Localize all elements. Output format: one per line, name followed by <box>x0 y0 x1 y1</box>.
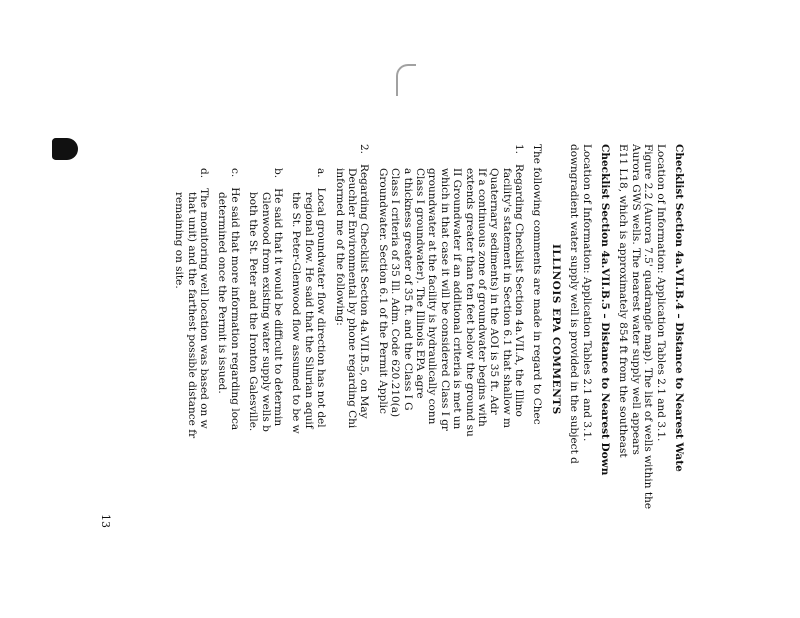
sub-item-letter: d. <box>198 168 211 179</box>
item-1-line: Class I groundwater). The Illinois EPA agre <box>413 168 426 399</box>
sub-b-line: both the St. Peter and the Ironton Galesville. <box>247 192 260 432</box>
item-2-line: informed me of the following: <box>333 168 346 326</box>
page-number: 13 <box>99 514 112 528</box>
comments-intro: The following comments are made in regard to Chec <box>531 144 544 425</box>
item-1-line: Regarding Checklist Section 4a.VII.A, the Illino <box>513 164 526 417</box>
item-2-line: Regarding Checklist Section 4a.VII.B.5, on May <box>358 164 371 419</box>
sub-b-line: Glenwood from existing water supply wells b <box>259 192 272 432</box>
comments-heading: ILLINOIS EPA COMMENTS <box>549 244 562 415</box>
item-1-line: Groundwater. Section 6.1 of the Permit Applic <box>376 168 389 414</box>
item-1-line: Class I criteria of 35 Ill. Adm. Code 620.210(a) <box>389 168 402 418</box>
item-1-line: If a continuous zone of groundwater begins with <box>475 168 488 427</box>
sub-d-line: The monitoring well location was based on w <box>198 188 211 429</box>
item-1-line: II Groundwater if an additional criteria is met un <box>451 168 464 430</box>
item-1-line: Quaternary sediments) in the AOI is 35 ft. Adr <box>488 168 501 415</box>
sub-item-letter: b. <box>272 168 285 179</box>
section-1-line: Aurora GWS wells. The nearest water supply well appears <box>629 144 642 455</box>
rotated-document-body <box>55 144 685 614</box>
item-number: 1. <box>513 144 526 155</box>
sub-item-letter: c. <box>228 168 241 178</box>
section-1-line: E11 L18, which is approximately 854 ft from the southeast <box>617 144 630 458</box>
sub-b-line: He said that it would be difficult to determin <box>272 188 285 427</box>
item-1-line: extends greater than ten feet below the ground su <box>463 168 476 437</box>
sub-a-line: regional flow. He said that the Silurian aquif <box>302 192 315 429</box>
item-1-line: groundwater at the facility is hydraulically conn <box>426 168 439 425</box>
section-2-line: downgradient water supply well is provided in the subject d <box>568 144 581 464</box>
sub-d-line: that unit) and the farthest possible distance fr <box>185 192 198 439</box>
sub-d-line: remaining on site. <box>173 192 186 289</box>
item-1-line: which in that case it will be considered Class I gr <box>438 168 451 431</box>
sub-c-line: He said that more information regarding loca <box>228 187 241 431</box>
section-1-line: Location of Information: Application Tables 2.1 and 3.1. <box>654 144 667 442</box>
item-number: 2. <box>358 144 371 155</box>
item-1-line: facility's statement in Section 6.1 that shallow m <box>500 168 513 428</box>
sub-item-letter: a. <box>315 168 328 178</box>
section-1-line: Figure 2.2 (Aurora 7.5' quadrangle map). The list of wells within the <box>642 144 655 510</box>
sub-a-line: Local groundwater flow direction has not del <box>315 187 328 428</box>
sub-c-line: determined once the Permit is issued. <box>216 192 229 394</box>
section-title-distance-to-water: Checklist Section 4a.VII.B.4 – Distance to Nearest Wate <box>673 144 685 472</box>
item-1-line: a thickness greater of 35 ft. and the Class I G <box>401 168 414 411</box>
section-2-line: Location of Information: Application Tables 2.1 and 3.1. <box>580 144 593 442</box>
section-title-distance-downgradient: Checklist Section 4a.VII.B.5 – Distance to Nearest Down <box>599 144 612 476</box>
sub-a-line: the St. Peter-Glenwood flow assumed to be w <box>290 192 303 434</box>
item-2-line: Deuchler Environmental by phone regarding Chi <box>346 168 359 429</box>
scan-artifact-mark <box>396 64 416 96</box>
